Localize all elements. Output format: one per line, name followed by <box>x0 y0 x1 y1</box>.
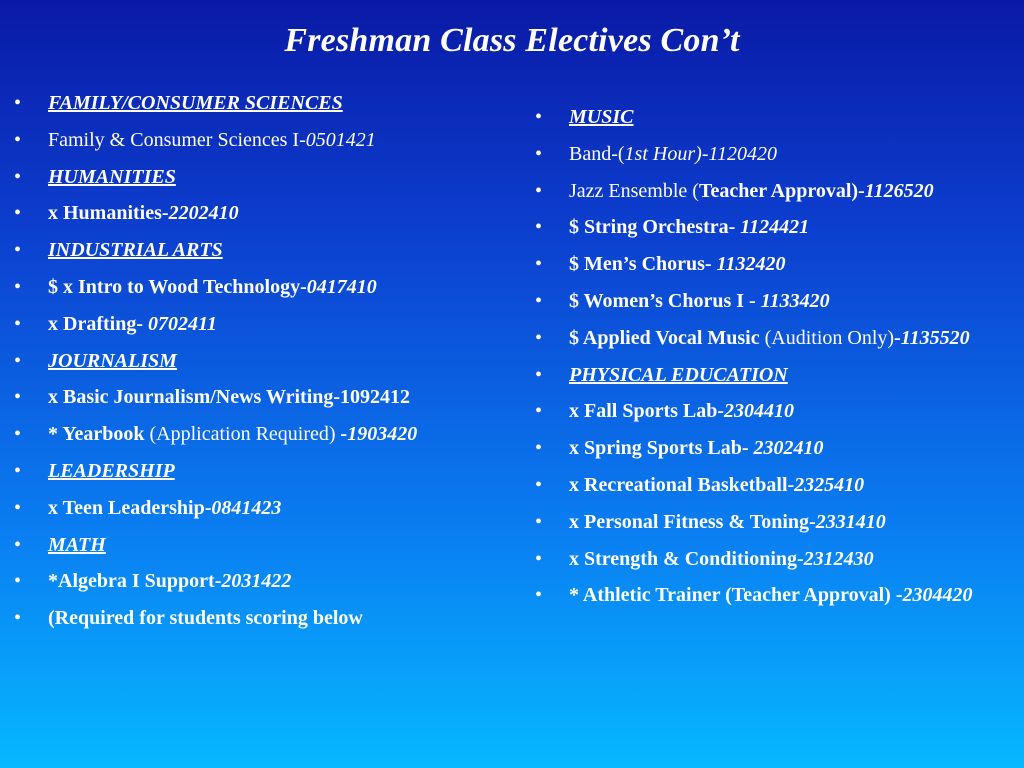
course-item <box>535 139 1010 169</box>
course-item <box>14 603 484 633</box>
course-text-segment: (Application Required) <box>149 423 336 446</box>
course-item <box>535 249 1010 279</box>
left-electives-list <box>14 88 484 640</box>
course-text-segment: $ Women’s Chorus I - <box>569 289 761 312</box>
section-heading-text: LEADERSHIP <box>48 459 175 482</box>
course-text-segment: x Humanities- <box>48 202 169 225</box>
course-text-segment: $ Applied Vocal Music <box>569 326 765 349</box>
course-item <box>535 176 1010 206</box>
course-text-segment: (Required for students scoring below <box>48 607 363 630</box>
course-text-segment: Family & Consumer Sciences I- <box>48 128 306 151</box>
section-heading <box>14 88 484 118</box>
section-heading <box>535 102 1010 132</box>
course-item <box>14 493 484 523</box>
course-text-segment: * Athletic Trainer (Teacher Approval) - <box>569 584 903 607</box>
course-item <box>14 198 484 228</box>
section-heading-text: FAMILY/CONSUMER SCIENCES <box>48 92 343 114</box>
course-text-segment: $ x Intro to Wood Technology- <box>48 275 307 298</box>
section-heading-text: HUMANITIES <box>48 165 176 188</box>
course-text-segment: 0841423 <box>211 496 282 519</box>
course-text-segment: x Spring Sports Lab- <box>569 437 754 460</box>
section-heading <box>535 360 1010 390</box>
course-item <box>535 470 1010 500</box>
course-text-segment: x Drafting- <box>48 312 148 335</box>
course-item <box>535 286 1010 316</box>
course-text-segment: 0501421 <box>305 128 376 151</box>
section-heading-text: MATH <box>48 533 106 556</box>
course-text-segment: 0702411 <box>147 312 217 335</box>
course-item <box>14 125 484 155</box>
course-text-segment: 2202410 <box>168 202 239 225</box>
course-text-segment: - <box>894 326 901 349</box>
course-item <box>14 382 484 412</box>
course-text-segment: 2304410 <box>724 400 795 423</box>
course-text-segment: * Yearbook <box>48 423 150 446</box>
course-text-segment: x Basic Journalism/News Writing-1092412 <box>48 386 411 409</box>
course-text-segment: x Strength & Conditioning- <box>569 547 804 570</box>
course-item <box>14 566 484 596</box>
course-text-segment: 2302410 <box>753 437 824 460</box>
section-heading-text: MUSIC <box>569 106 634 128</box>
course-text-segment: (Audition Only) <box>764 326 895 349</box>
course-text-segment: 2331410 <box>815 510 886 533</box>
course-item <box>535 396 1010 426</box>
course-text-segment: 2325410 <box>794 473 865 496</box>
course-text-segment: x Personal Fitness & Toning- <box>569 510 816 533</box>
course-text-segment: 1124421 <box>740 216 810 239</box>
course-text-segment: x Fall Sports Lab- <box>569 400 725 423</box>
course-text-segment: 1126520 <box>864 179 934 202</box>
course-item <box>535 212 1010 242</box>
course-text-segment: 1132420 <box>716 253 786 276</box>
course-text-segment: -1903420 <box>335 423 418 446</box>
course-text-segment: $ Men’s Chorus- <box>569 253 717 276</box>
right-electives-list <box>535 102 1010 617</box>
course-item <box>14 309 484 339</box>
slide-title: Freshman Class Electives Con’t <box>284 22 740 59</box>
course-text-segment: x Recreational Basketball- <box>569 473 795 496</box>
course-text-segment: Band-( <box>569 142 625 165</box>
course-item <box>535 580 1010 610</box>
course-text-segment: x Teen Leadership- <box>48 496 212 519</box>
course-text-segment: ( <box>692 179 699 202</box>
section-heading <box>14 235 484 265</box>
section-heading <box>14 346 484 376</box>
course-text-segment: Jazz Ensemble <box>569 179 693 202</box>
course-text-segment: 2312430 <box>803 547 874 570</box>
section-heading <box>14 530 484 560</box>
course-item <box>14 272 484 302</box>
course-text-segment: 2031422 <box>221 570 292 593</box>
section-heading <box>14 456 484 486</box>
course-text-segment: $ String Orchestra- <box>569 216 741 239</box>
course-item <box>535 323 1010 353</box>
course-item <box>535 433 1010 463</box>
section-heading-text: PHYSICAL EDUCATION <box>569 363 788 386</box>
section-heading-text: JOURNALISM <box>48 349 177 372</box>
course-text-segment: *Algebra I Support- <box>48 570 222 593</box>
course-text-segment: 2304420 <box>902 584 973 607</box>
course-text-segment: Teacher Approval)- <box>698 179 865 202</box>
section-heading <box>14 162 484 192</box>
section-heading-text: INDUSTRIAL ARTS <box>48 239 223 262</box>
course-item <box>14 419 484 449</box>
course-text-segment: 1st Hour)-1120420 <box>624 142 777 165</box>
course-text-segment: 1133420 <box>760 289 830 312</box>
course-text-segment: 1135520 <box>900 326 970 349</box>
course-text-segment: 0417410 <box>306 275 377 298</box>
course-item <box>535 507 1010 537</box>
course-item <box>535 544 1010 574</box>
